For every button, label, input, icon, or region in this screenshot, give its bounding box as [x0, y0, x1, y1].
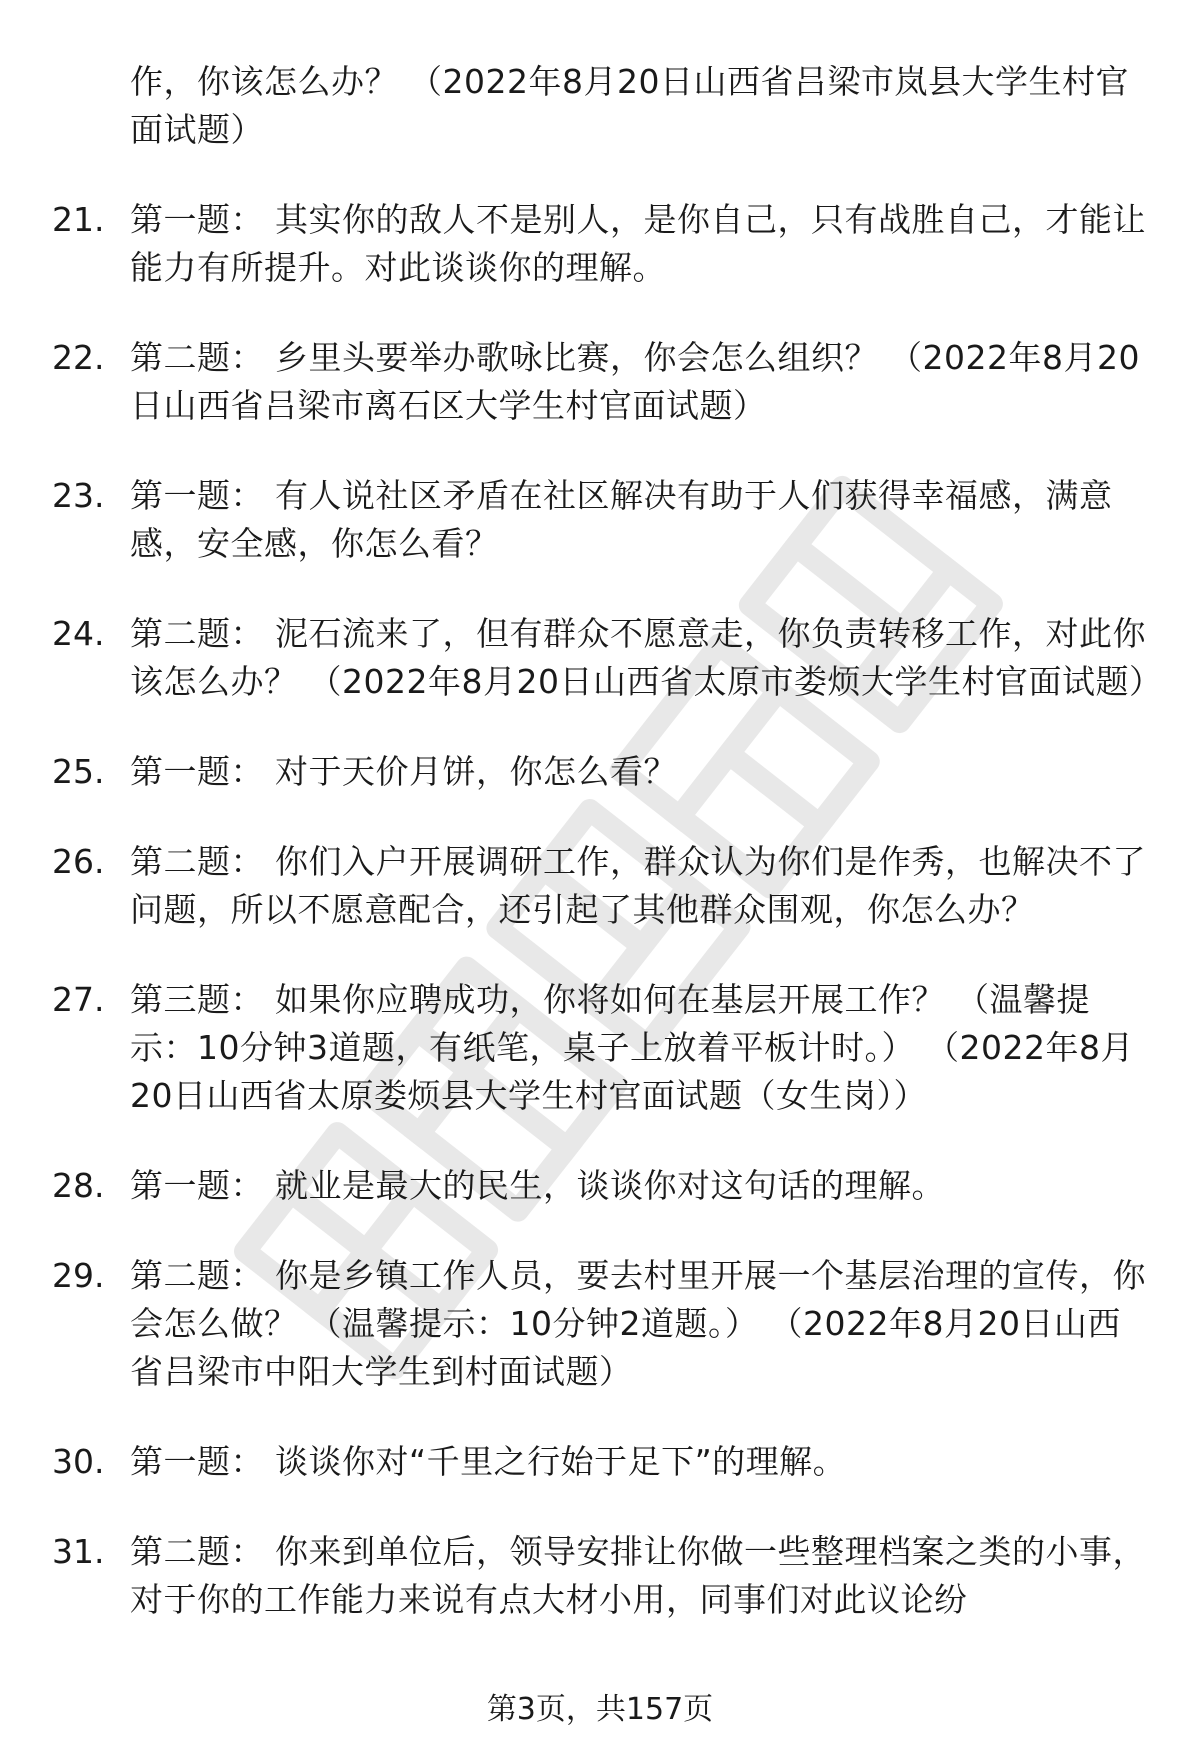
item-number: 22. — [52, 338, 105, 377]
question-list — [0, 58, 1200, 1624]
item-text: 第一题： 就业是最大的民生，谈谈你对这句话的理解。 — [130, 1166, 945, 1205]
list-item — [0, 838, 1200, 934]
list-item — [0, 196, 1200, 292]
item-text: 第二题： 泥石流来了，但有群众不愿意走，你负责转移工作，对此你该怎么办？ （2022年8月20日山西省太原市娄烦大学生村官面试题） — [130, 614, 1163, 701]
item-number: 24. — [52, 614, 105, 653]
list-item — [0, 1438, 1200, 1486]
item-number: 30. — [52, 1442, 105, 1481]
list-item — [0, 472, 1200, 568]
list-item — [0, 610, 1200, 706]
item-number: 23. — [52, 476, 105, 515]
continuation-text: 作，你该怎么办？ （2022年8月20日山西省吕梁市岚县大学生村官面试题） — [130, 62, 1129, 149]
item-text: 第一题： 有人说社区矛盾在社区解决有助于人们获得幸福感，满意感，安全感，你怎么看？ — [130, 476, 1113, 563]
item-number: 31. — [52, 1532, 105, 1571]
item-number: 25. — [52, 752, 105, 791]
item-text: 第二题： 你是乡镇工作人员，要去村里开展一个基层治理的宣传，你会怎么做？ （温馨提示：10分钟2道题。） （2022年8月20日山西省吕梁市中阳大学生到村面试题） — [130, 1256, 1146, 1391]
item-text: 第三题： 如果你应聘成功，你将如何在基层开展工作？ （温馨提示：10分钟3道题，有纸笔，桌子上放着平板计时。） （2022年8月20日山西省太原娄烦县大学生村官面试题（女生岗）） — [130, 980, 1134, 1115]
page-number: 第3页，共157页 — [486, 1692, 714, 1727]
list-item — [0, 1162, 1200, 1210]
item-text: 第二题： 你来到单位后，领导安排让你做一些整理档案之类的小事，对于你的工作能力来说有点大材小用，同事们对此议论纷 — [130, 1532, 1146, 1619]
list-item — [0, 334, 1200, 430]
item-text: 第一题： 对于天价月饼，你怎么看？ — [130, 752, 677, 791]
item-number: 27. — [52, 980, 105, 1019]
list-item — [0, 748, 1200, 796]
item-number: 29. — [52, 1256, 105, 1295]
item-text: 第一题： 谈谈你对“千里之行始于足下”的理解。 — [130, 1442, 847, 1481]
list-item — [0, 1252, 1200, 1396]
item-text: 第二题： 乡里头要举办歌咏比赛，你会怎么组织？ （2022年8月20日山西省吕梁市离石区大学生村官面试题） — [130, 338, 1140, 425]
list-item — [0, 1528, 1200, 1624]
list-item — [0, 976, 1200, 1120]
item-number: 28. — [52, 1166, 105, 1205]
item-number: 21. — [52, 200, 105, 239]
item-text: 第一题： 其实你的敌人不是别人，是你自己，只有战胜自己，才能让能力有所提升。对此谈谈你的理解。 — [130, 200, 1146, 287]
item-text: 第二题： 你们入户开展调研工作，群众认为你们是作秀，也解决不了问题，所以不愿意配合，还引起了其他群众围观，你怎么办？ — [130, 842, 1146, 929]
item-number: 26. — [52, 842, 105, 881]
